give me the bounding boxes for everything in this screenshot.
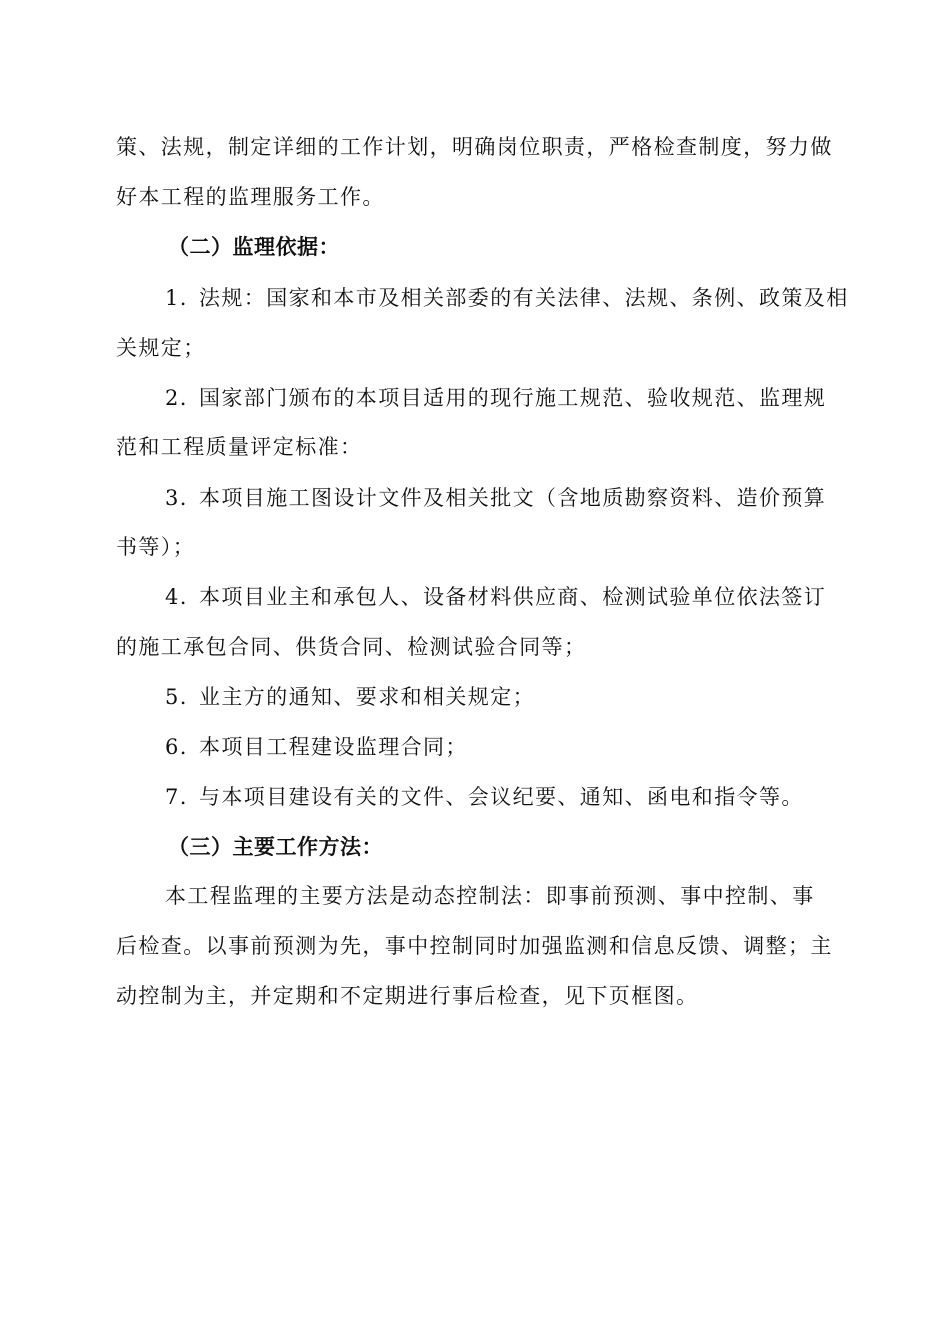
item-text: 本项目业主和承包人、设备材料供应商、检测试验单位依法签订 [199, 585, 827, 609]
item-text: 法规：国家和本市及相关部委的有关法律、法规、条例、政策及相 [199, 286, 849, 310]
method-line-3: 动控制为主，并定期和不定期进行事后检查，见下页框图。 [116, 984, 699, 1008]
item-text: 与本项目建设有关的文件、会议纪要、通知、函电和指令等。 [199, 785, 804, 809]
method-line-2: 后检查。以事前预测为先，事中控制同时加强监测和信息反馈、调整；主 [116, 934, 833, 958]
basis-item-2-cont: 范和工程质量评定标准： [116, 435, 363, 459]
basis-item-3 [165, 483, 826, 513]
item-text: 本项目施工图设计文件及相关批文（含地质勘察资料、造价预算 [199, 486, 827, 510]
basis-item-2 [165, 383, 826, 413]
method-line-1: 本工程监理的主要方法是动态控制法：即事前预测、事中控制、事 [165, 884, 815, 908]
basis-item-4-cont: 的施工承包合同、供货合同、检测试验合同等； [116, 635, 587, 659]
intro-line-1: 策、法规，制定详细的工作计划，明确岗位职责，严格检查制度，努力做 [116, 135, 833, 159]
item-text: 本项目工程建设监理合同； [199, 735, 468, 759]
basis-item-3-cont: 书等）； [116, 535, 196, 559]
basis-item-1-cont: 关规定； [116, 336, 206, 360]
item-number: 7. [165, 785, 188, 809]
intro-line-2: 好本工程的监理服务工作。 [116, 185, 385, 209]
item-number: 4. [165, 585, 188, 609]
item-number: 6. [165, 735, 188, 759]
section-2-heading: （二）监理依据： [168, 235, 340, 259]
item-number: 2. [165, 386, 188, 410]
item-number: 3. [165, 486, 188, 510]
item-number: 5. [165, 685, 188, 709]
section-3-heading: （三）主要工作方法： [168, 835, 383, 859]
basis-item-7 [165, 782, 804, 812]
item-text: 国家部门颁布的本项目适用的现行施工规范、验收规范、监理规 [199, 386, 827, 410]
item-text: 业主方的通知、要求和相关规定； [199, 685, 535, 709]
basis-item-4 [165, 582, 826, 612]
basis-item-6 [165, 732, 468, 762]
basis-item-1 [165, 283, 849, 313]
item-number: 1. [165, 286, 188, 310]
basis-item-5 [165, 682, 535, 712]
